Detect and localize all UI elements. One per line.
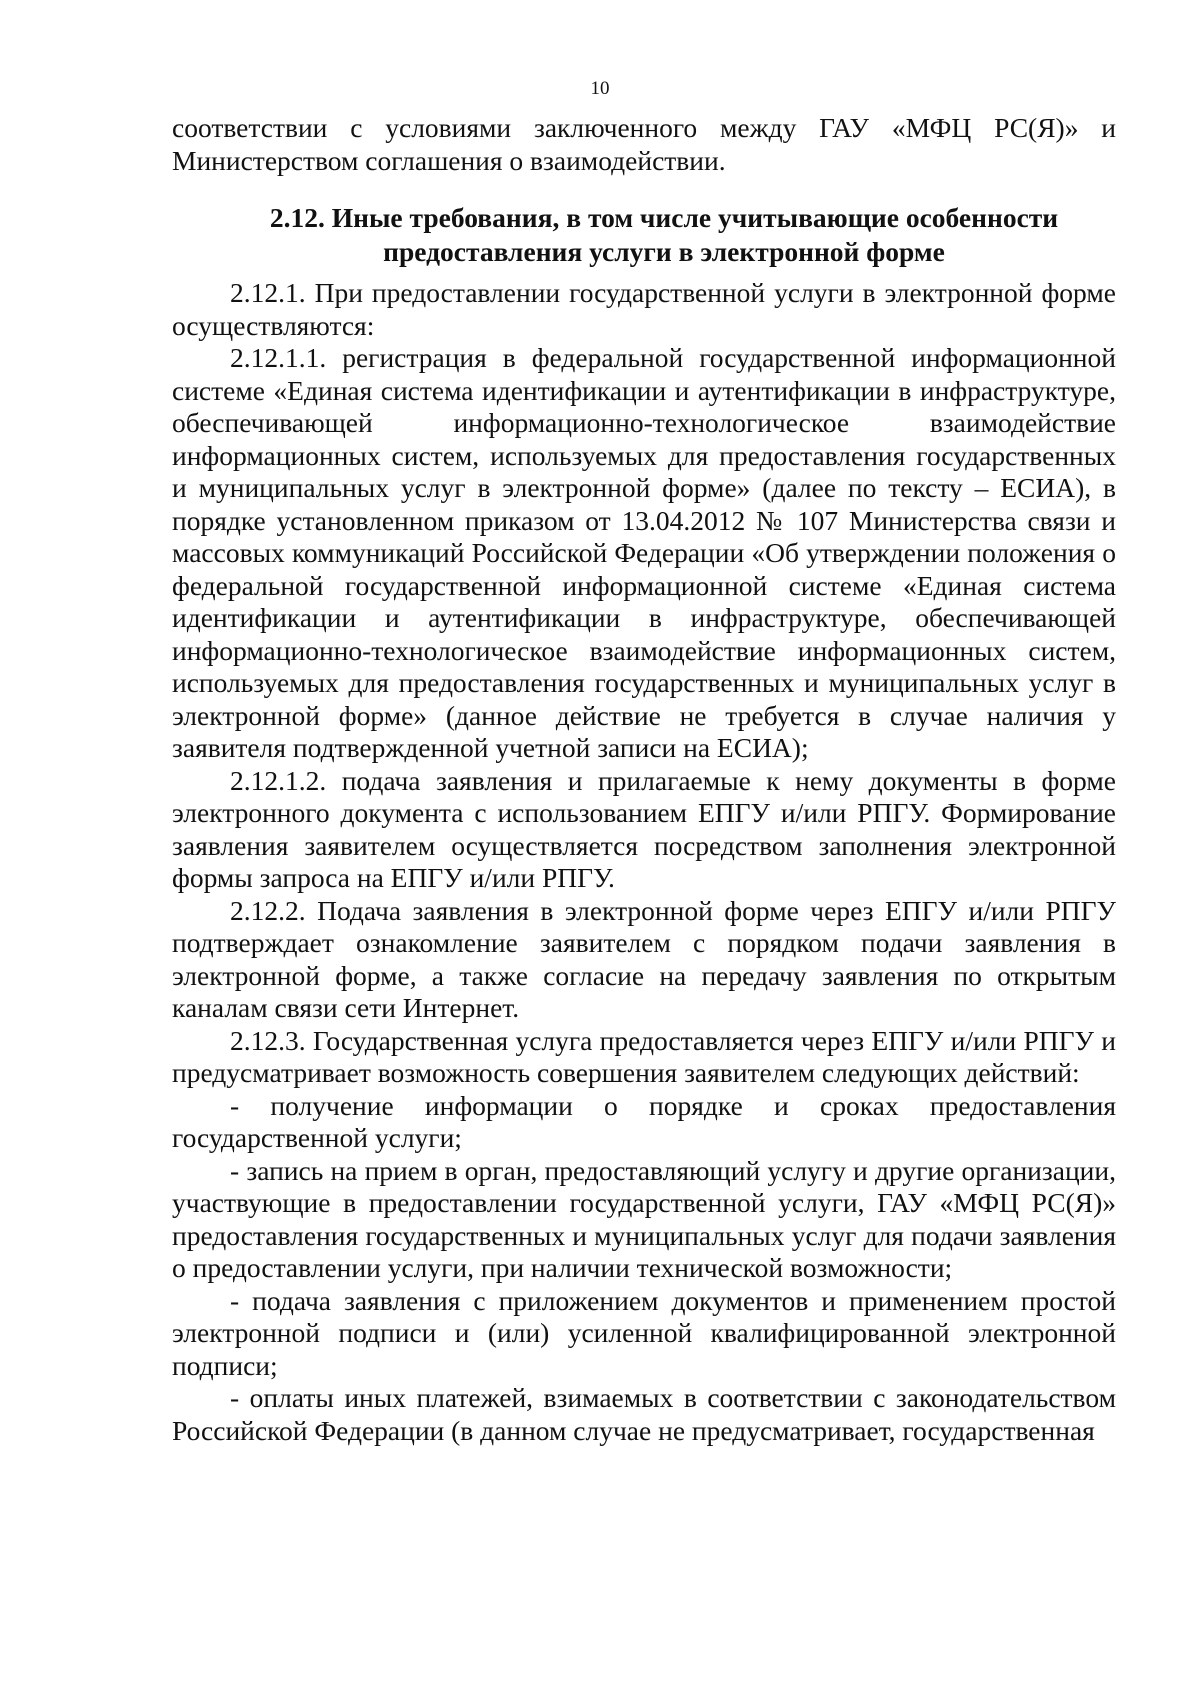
section-heading-line-1: 2.12. Иные требования, в том числе учитывающие особенности: [269, 202, 1059, 233]
paragraph-2-12-1: 2.12.1. При предоставлении государственной услуги в электронной форме осуществляются:: [172, 277, 1116, 341]
paragraph-2-12-1-1: 2.12.1.1. регистрация в федеральной государственной информационной системе «Единая система идентификации и аутентификации в инфраструктуре, обеспечивающей информационно-технологическое взаимодействие информационных систем, используемых для предоставления государственных и муниципальных услуг в электронной форме» (далее по тексту – ЕСИА), в порядке установленном приказом от 13.04.2012 № 107 Министерства связи и массовых коммуникаций Российской Федерации «Об утверждении положения о федеральной государственной информационной системе «Единая система идентификации и аутентификации в инфраструктуре, обеспечивающей информационно-технологическое взаимодействие информационных систем, используемых для предоставления государственных и муниципальных услуг в электронной форме» (данное действие не требуется в случае наличия у заявителя подтвержденной учетной записи на ЕСИА);: [172, 342, 1116, 763]
page-number: 10: [590, 78, 610, 99]
section-heading: [172, 201, 1116, 269]
paragraph-2-12-2: 2.12.2. Подача заявления в электронной форме через ЕПГУ и/или РПГУ подтверждает ознакомление заявителем с порядком подачи заявления в электронной форме, а также согласие на передачу заявления по открытым каналам связи сети Интернет.: [172, 894, 1116, 1023]
paragraph-2-12-3: 2.12.3. Государственная услуга предоставляется через ЕПГУ и/или РПГУ и предусматривает возможность совершения заявителем следующих действий:: [172, 1024, 1116, 1088]
list-item-payments: - оплаты иных платежей, взимаемых в соответствии с законодательством Российской Федерации (в данном случае не предусматривает, государственная: [172, 1382, 1116, 1446]
document-body: [172, 112, 1116, 1447]
paragraph-2-12-1-2: 2.12.1.2. подача заявления и прилагаемые к нему документы в форме электронного документа с использованием ЕПГУ и/или РПГУ. Формирование заявления заявителем осуществляется посредством заполнения электронной формы запроса на ЕПГУ и/или РПГУ.: [172, 764, 1116, 893]
list-item-submission: - подача заявления с приложением документов и применением простой электронной подписи и (или) усиленной квалифицированной электронной подписи;: [172, 1284, 1116, 1381]
intro-paragraph: соответствии с условиями заключенного между ГАУ «МФЦ РС(Я)» и Министерством соглашения о взаимодействии.: [172, 112, 1116, 176]
section-heading-line-2: предоставления услуги в электронной форме: [383, 236, 945, 267]
list-item-appointment: - запись на прием в орган, предоставляющий услугу и другие организации, участвующие в предоставлении государственной услуги, ГАУ «МФЦ РС(Я)» предоставления государственных и муниципальных услуг для подачи заявления о предоставлении услуги, при наличии технической возможности;: [172, 1154, 1116, 1283]
list-item-information: - получение информации о порядке и сроках предоставления государственной услуги;: [172, 1089, 1116, 1153]
